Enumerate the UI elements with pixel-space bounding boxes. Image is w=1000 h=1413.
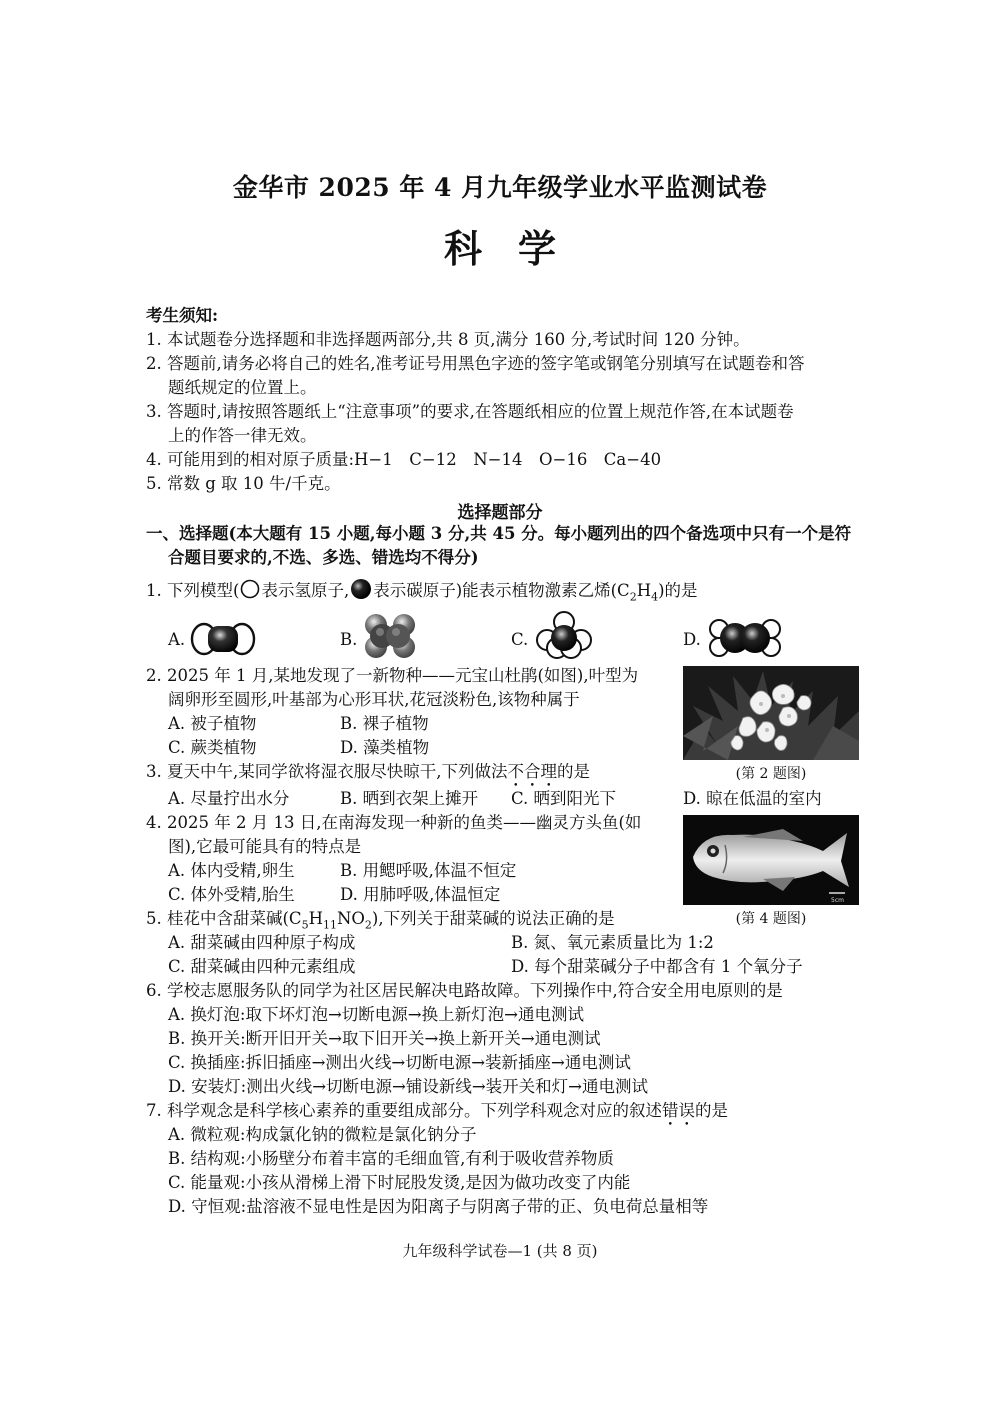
- q1-option-d-label: D.: [683, 630, 701, 649]
- q7-option-a: A. 微粒观:构成氯化钠的微粒是氯化钠分子: [168, 1125, 477, 1144]
- q5-option-a: A. 甜菜碱由四种原子构成: [168, 933, 356, 952]
- q3-option-b: B. 晒到衣架上摊开: [340, 789, 479, 808]
- q1-stem-part-b: 表示氢原子,: [261, 581, 350, 600]
- q2-stem-line-2: 阔卵形至圆形,叶基部为心形耳状,花冠淡粉色,该物种属于: [168, 690, 580, 709]
- molecule-model-b-icon: [362, 612, 418, 664]
- q6-stem: 6. 学校志愿服务队的同学为社区居民解决电路故障。下列操作中,符合安全用电原则的是: [146, 981, 783, 1000]
- q5-no: NO: [336, 909, 365, 928]
- q5-sub-5: 5: [301, 918, 309, 932]
- q7-option-d: D. 守恒观:盐溶液不显电性是因为阳离子与阴离子带的正、负电荷总量相等: [168, 1197, 709, 1216]
- q1-stem: [146, 580, 698, 608]
- hydrogen-atom-icon: [239, 580, 261, 596]
- q3-emphasis-2: 合: [523, 762, 541, 781]
- notice-heading: 考生须知:: [146, 306, 219, 325]
- q1-option-c-label: C.: [511, 630, 529, 649]
- exam-title: 金华市 2025 年 4 月九年级学业水平监测试卷: [232, 173, 768, 202]
- q1-sub-c: 2: [629, 590, 637, 604]
- molecule-model-a-icon: [190, 621, 256, 661]
- q4-option-c: C. 体外受精,胎生: [168, 885, 295, 904]
- q7-emphasis-2: 误: [678, 1101, 695, 1120]
- q5-option-c: C. 甜菜碱由四种元素组成: [168, 957, 356, 976]
- q4-stem-line-2: 图),它最可能具有的特点是: [168, 837, 362, 856]
- q4-figure-caption: (第 4 题图): [735, 911, 807, 927]
- q1-stem-h: H: [636, 581, 652, 600]
- q7-option-c: C. 能量观:小孩从滑梯上滑下时屁股发烫,是因为做功改变了内能: [168, 1173, 631, 1192]
- q3-option-d: D. 晾在低温的室内: [683, 789, 822, 808]
- q6-option-d: D. 安装灯:测出火线→切断电源→铺设新线→装开关和灯→通电测试: [168, 1077, 648, 1096]
- section-title: 选择题部分: [457, 503, 543, 523]
- notice-item-2-cont: 题纸规定的位置上。: [168, 378, 317, 397]
- q5-sub-11: 11: [322, 918, 337, 932]
- tilefish-photo: [683, 815, 859, 905]
- subject-title: 科学: [443, 226, 592, 271]
- q3-stem: [146, 761, 590, 783]
- q4-option-b: B. 用鳃呼吸,体温不恒定: [340, 861, 517, 880]
- section-instructions-2: 合题目要求的,不选、多选、错选均不得分): [168, 548, 479, 567]
- q7-stem-pre: 7. 科学观念是科学核心素养的重要组成部分。下列学科观念对应的叙述: [146, 1101, 662, 1120]
- q2-option-c: C. 蕨类植物: [168, 738, 257, 757]
- q6-option-b: B. 换开关:断开旧开关→取下旧开关→换上新开关→通电测试: [168, 1029, 601, 1048]
- notice-item-4: 4. 可能用到的相对原子质量:H−1 C−12 N−14 O−16 Ca−40: [146, 450, 662, 469]
- notice-item-2: 2. 答题前,请务必将自己的姓名,准考证号用黑色字迹的签字笔或钢笔分别填写在试题卷和答: [146, 354, 805, 373]
- q5-option-b: B. 氮、氧元素质量比为 1:2: [511, 933, 714, 952]
- q1-stem-part-a: 1. 下列模型(: [146, 581, 240, 600]
- page-footer: 九年级科学试卷—1 (共 8 页): [402, 1242, 598, 1260]
- q3-emphasis-1: 不: [507, 762, 524, 781]
- rhododendron-photo: [683, 666, 859, 760]
- notice-item-3-cont: 上的作答一律无效。: [168, 426, 317, 445]
- q6-option-c: C. 换插座:拆旧插座→测出火线→切断电源→装新插座→通电测试: [168, 1053, 631, 1072]
- molecule-model-c-icon: [535, 610, 593, 664]
- q1-stem-end: )的是: [658, 581, 698, 600]
- molecule-model-d-icon: [705, 617, 785, 663]
- q1-sub-h: 4: [651, 590, 659, 604]
- q3-option-c: C. 晒到阳光下: [511, 789, 617, 808]
- q3-stem-pre: 3. 夏天中午,某同学欲将湿衣服尽快晾干,下列做法: [146, 762, 508, 781]
- q2-option-a: A. 被子植物: [168, 714, 257, 733]
- notice-item-1: 1. 本试题卷分选择题和非选择题两部分,共 8 页,满分 160 分,考试时间 120 分钟。: [146, 330, 750, 349]
- q1-option-a-label: A.: [168, 630, 186, 649]
- q2-option-b: B. 裸子植物: [340, 714, 429, 733]
- scale-bar-label: 5cm: [831, 897, 844, 904]
- q4-stem-line-1: 4. 2025 年 2 月 13 日,在南海发现一种新的鱼类——幽灵方头鱼(如: [146, 813, 642, 832]
- notice-item-3: 3. 答题时,请按照答题纸上“注意事项”的要求,在答题纸相应的位置上规范作答,在本试题卷: [146, 402, 794, 421]
- q5-sub-2: 2: [364, 918, 372, 932]
- q4-option-a: A. 体内受精,卵生: [168, 861, 295, 880]
- q7-stem-post: 的是: [695, 1101, 728, 1120]
- carbon-atom-icon: [349, 580, 373, 596]
- q2-stem-line-1: 2. 2025 年 1 月,某地发现了一新物种——元宝山杜鹃(如图),叶型为: [146, 666, 639, 685]
- q7-stem: [146, 1100, 728, 1122]
- q7-emphasis-1: 错: [662, 1101, 679, 1120]
- section-instructions-1: 一、选择题(本大题有 15 小题,每小题 3 分,共 45 分。每小题列出的四个备选项中只有一个是符: [146, 524, 852, 543]
- q4-option-d: D. 用肺呼吸,体温恒定: [340, 885, 501, 904]
- notice-item-5: 5. 常数 g 取 10 牛/千克。: [146, 474, 341, 493]
- q6-option-a: A. 换灯泡:取下坏灯泡→切断电源→换上新灯泡→通电测试: [168, 1005, 584, 1024]
- q2-option-d: D. 藻类植物: [340, 738, 430, 757]
- q3-emphasis-3: 理: [540, 762, 557, 781]
- q5-stem-end: ),下列关于甜菜碱的说法正确的是: [371, 909, 615, 928]
- q5-stem-part-a: 5. 桂花中含甜菜碱(C: [146, 909, 302, 928]
- q7-option-b: B. 结构观:小肠壁分布着丰富的毛细血管,有利于吸收营养物质: [168, 1149, 614, 1168]
- q1-stem-part-c: 表示碳原子)能表示植物激素乙烯(C: [373, 581, 630, 600]
- q5-h: H: [308, 909, 323, 928]
- q3-option-a: A. 尽量拧出水分: [168, 789, 290, 808]
- q3-stem-post: 的是: [556, 762, 590, 781]
- q1-option-b-label: B.: [340, 630, 358, 649]
- q2-figure-caption: (第 2 题图): [735, 766, 807, 782]
- q5-option-d: D. 每个甜菜碱分子中都含有 1 个氧分子: [511, 957, 803, 976]
